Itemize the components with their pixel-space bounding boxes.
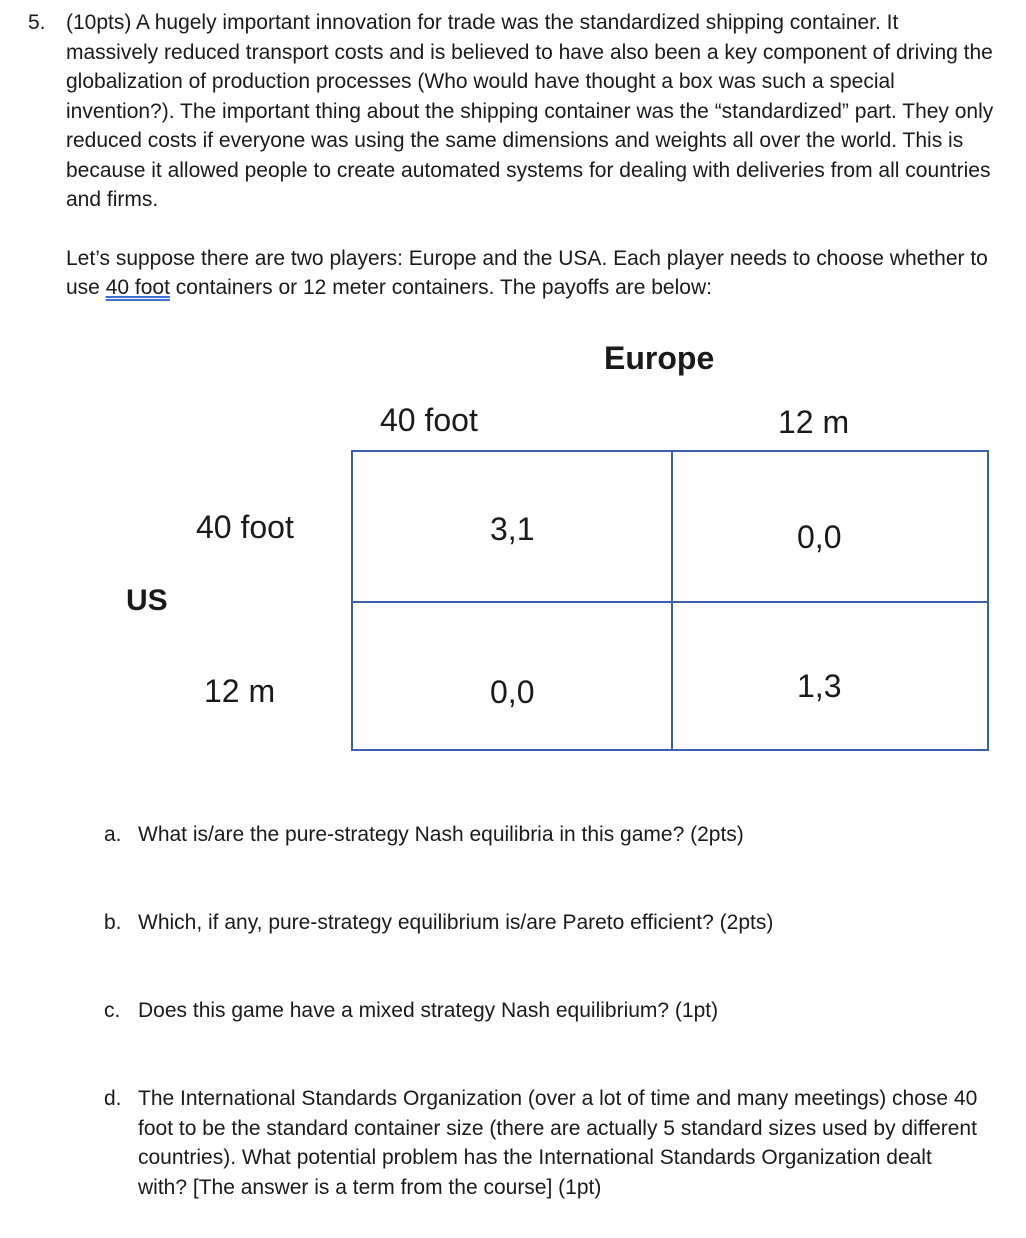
matrix-divider-horizontal: [353, 601, 987, 603]
subquestion-c: [104, 996, 984, 1026]
payoff-cell-12-12: 1,3: [797, 668, 842, 704]
subquestion-text: Which, if any, pure-strategy equilibrium is/are Pareto efficient? (2pts): [138, 911, 774, 934]
payoff-matrix: [351, 450, 989, 751]
subquestion-text: The International Standards Organization (over a lot of time and many meetings) chose 40 foot to be the standard container size (there are actually 5 standard sizes used by different countries). What potential problem has the International Standards Organization dealt with? [The answer is a term from the course] (1pt): [138, 1087, 978, 1199]
setup-underlined-term: 40 foot: [105, 276, 170, 299]
row-label-40-foot: 40 foot: [196, 509, 294, 545]
subquestion-label: b.: [104, 911, 122, 934]
payoff-cell-40-12: 0,0: [797, 519, 842, 555]
payoff-cell-12-40: 0,0: [490, 674, 535, 710]
question-intro: [66, 8, 996, 215]
subquestion-label: c.: [104, 999, 121, 1022]
intro-paragraph: (10pts) A hugely important innovation for trade was the standardized shipping container. It massively reduced transport costs and is believed to have also been a key component of driving the globalization of production processes (Who would have thought a box was such a special invention?). The important thing about the shipping container was the “standardized” part. They only reduced costs if everyone was using the same dimensions and weights all over the world. This is because it allowed people to create automated systems for dealing with deliveries from all countries and firms.: [66, 11, 994, 211]
subquestion-label: a.: [104, 823, 122, 846]
setup-text-before: Let’s suppose there are two players: Europe and the USA. Each player needs to choose whether to use: [66, 247, 988, 299]
subquestion-a: [104, 820, 984, 850]
setup-paragraph: [66, 244, 996, 302]
subquestion-label: d.: [104, 1087, 122, 1110]
payoff-cell-40-40: 3,1: [490, 511, 535, 547]
row-player-label: US: [126, 584, 168, 617]
game-setup: [66, 244, 996, 302]
column-player-label: Europe: [604, 340, 715, 376]
subquestion-text: What is/are the pure-strategy Nash equilibria in this game? (2pts): [138, 823, 744, 846]
subquestion-text: Does this game have a mixed strategy Nash equilibrium? (1pt): [138, 999, 719, 1022]
column-label-40-foot: 40 foot: [380, 402, 478, 438]
row-label-12-m: 12 m: [204, 673, 276, 709]
subquestion-d: [104, 1084, 984, 1202]
subquestion-b: [104, 908, 984, 938]
setup-text-after: containers or 12 meter containers. The payoffs are below:: [169, 276, 712, 299]
column-label-12-m: 12 m: [778, 404, 850, 440]
question-number: 5.: [28, 11, 46, 34]
